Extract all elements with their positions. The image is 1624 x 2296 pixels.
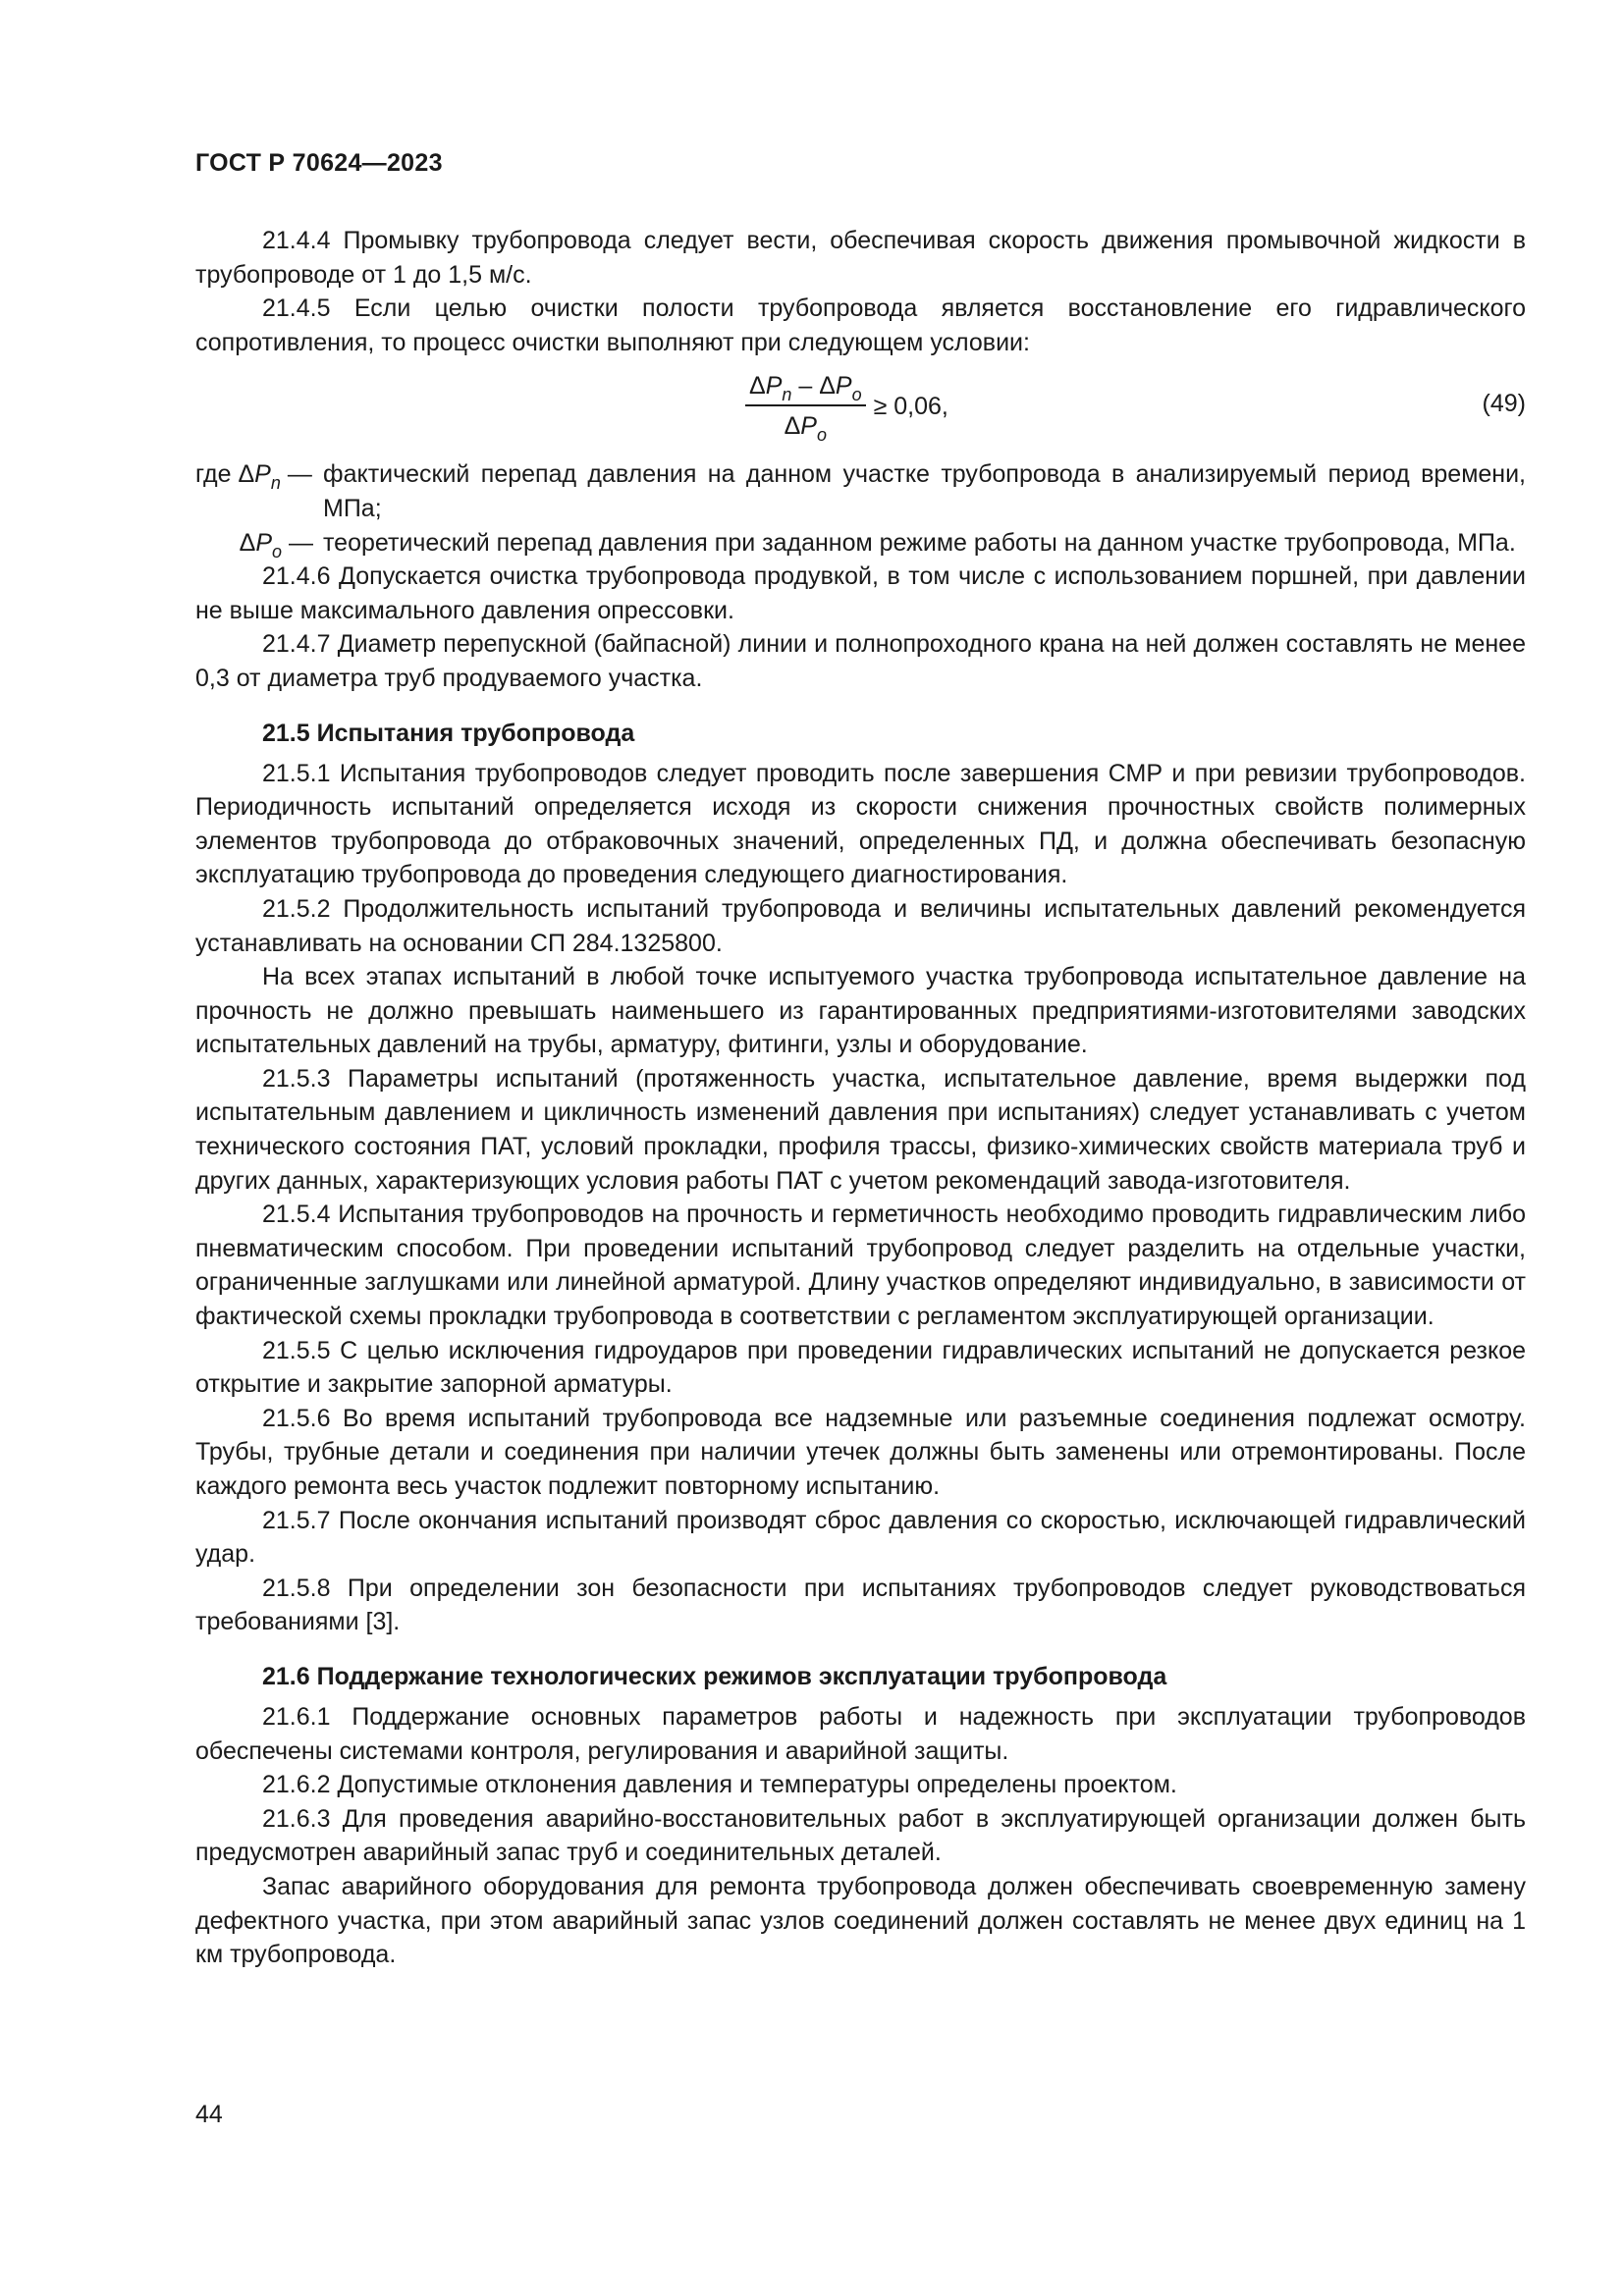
paragraph: Запас аварийного оборудования для ремонта трубопровода должен обеспечивать своевременную замену дефектного участка, при этом аварийный запас узлов соединений должен составлять не менее двух единиц на 1 км трубопровода. [195, 1872, 1526, 1969]
legend-text: теоретический перепад давления при заданном режиме работы на данном участке трубопровода, МПа. [323, 528, 1516, 557]
formula-expression [745, 361, 948, 452]
page-number: 44 [195, 2101, 223, 2128]
paragraph: 21.5.7 После окончания испытаний производят сброс давления со скоростью, исключающей гидравлический удар. [195, 1506, 1526, 1569]
paragraph: 21.5.4 Испытания трубопроводов на прочность и герметичность необходимо проводить гидравлическим либо пневматическим способом. При проведении испытаний трубопровод следует разделить на отдельные участки, ограниченные заглушками или линейной арматурой. Длину участков определяют индивидуально, в зависимости от фактической схемы прокладки трубопровода в соответствии с регламентом эксплуатирующей организации. [195, 1201, 1526, 1331]
legend-symbol-delta-pn: где $\Delta P_n$ — [195, 460, 312, 494]
formula-49 [195, 361, 1526, 452]
paragraph: 21.5.1 Испытания трубопроводов следует проводить после завершения СМР и при ревизии трубопроводов. Периодичность испытаний определяется исходя из скорости снижения прочностных свойств полимерных элементов трубопровода до отбраковочных значений, определенных ПД, и должна обеспечивать безопасную эксплуатацию трубопровода до проведения следующего диагностирования. [195, 759, 1526, 889]
formula-denominator: $\Delta P_o$ [784, 412, 827, 446]
document-body [195, 224, 1526, 1972]
paragraph: 21.5.3 Параметры испытаний (протяженность участка, испытательное давление, время выдержки под испытательным давлением и цикличность изменений давления при испытаниях) следует устанавливать с учетом технического состояния ПАТ, условий прокладки, профиля трассы, физико-химических свойств материала труб и других данных, характеризующих условия работы ПАТ с учетом рекомендаций завода-изготовителя. [195, 1064, 1526, 1195]
formula-legend [195, 457, 1526, 560]
legend-symbol-delta-po: $\Delta P_o$ — [239, 528, 313, 561]
paragraph: 21.5.2 Продолжительность испытаний трубопровода и величины испытательных давлений рекомендуется устанавливать на основании СП 284.1325800. [195, 894, 1526, 957]
paragraph: 21.5.5 С целью исключения гидроударов при проведении гидравлических испытаний не допускается резкое открытие и закрытие запорной арматуры. [195, 1336, 1526, 1399]
formula-number: (49) [1482, 390, 1526, 418]
section-heading-21-6: 21.6 Поддержание технологических режимов эксплуатации трубопровода [262, 1662, 1167, 1690]
paragraph: 21.6.3 Для проведения аварийно-восстановительных работ в эксплуатирующей организации должен быть предусмотрен аварийный запас труб и соединительных деталей. [195, 1804, 1526, 1867]
paragraph: 21.5.6 Во время испытаний трубопровода все надземные или разъемные соединения подлежат осмотру. Трубы, трубные детали и соединения при наличии утечек должны быть заменены или отремонтированы. После каждого ремонта весь участок подлежит повторному испытанию. [195, 1404, 1526, 1500]
document-header: ГОСТ Р 70624—2023 [195, 149, 443, 177]
paragraph: 21.4.5 Если целью очистки полости трубопровода является восстановление его гидравлического сопротивления, то процесс очистки выполняют при следующем условии: [195, 294, 1526, 356]
formula-numerator: $\Delta P_n - \Delta P_o$ [745, 369, 866, 406]
legend-text: фактический перепад давления на данном участке трубопровода в анализируемый период времени, МПа; [323, 460, 1526, 522]
paragraph: 21.6.1 Поддержание основных параметров работы и надежность при эксплуатации трубопроводов обеспечены системами контроля, регулирования и аварийной защиты. [195, 1702, 1526, 1765]
formula-fraction [745, 369, 866, 444]
paragraph: 21.4.7 Диаметр перепускной (байпасной) линии и полнопроходного крана на ней должен составлять не менее 0,3 от диаметра труб продуваемого участка. [195, 630, 1526, 692]
paragraph: 21.4.6 Допускается очистка трубопровода продувкой, в том числе с использованием поршней, при давлении не выше максимального давления опрессовки. [195, 562, 1526, 624]
section-heading-21-5: 21.5 Испытания трубопровода [262, 719, 635, 747]
paragraph: На всех этапах испытаний в любой точке испытуемого участка трубопровода испытательное давление на прочность не должно превышать наименьшего из гарантированных предприятиями-изготовителями заводских испытательных давлений на трубы, арматуру, фитинги, узлы и оборудование. [195, 963, 1526, 1059]
paragraph: 21.6.2 Допустимые отклонения давления и температуры определены проектом. [262, 1771, 1177, 1799]
paragraph: 21.5.8 При определении зон безопасности при испытаниях трубопроводов следует руководствоваться требованиями [3]. [195, 1574, 1526, 1636]
formula-inequality: ≥ 0,06, [873, 393, 948, 421]
paragraph: 21.4.4 Промывку трубопровода следует вести, обеспечивая скорость движения промывочной жидкости в трубопроводе от 1 до 1,5 м/с. [195, 227, 1526, 289]
